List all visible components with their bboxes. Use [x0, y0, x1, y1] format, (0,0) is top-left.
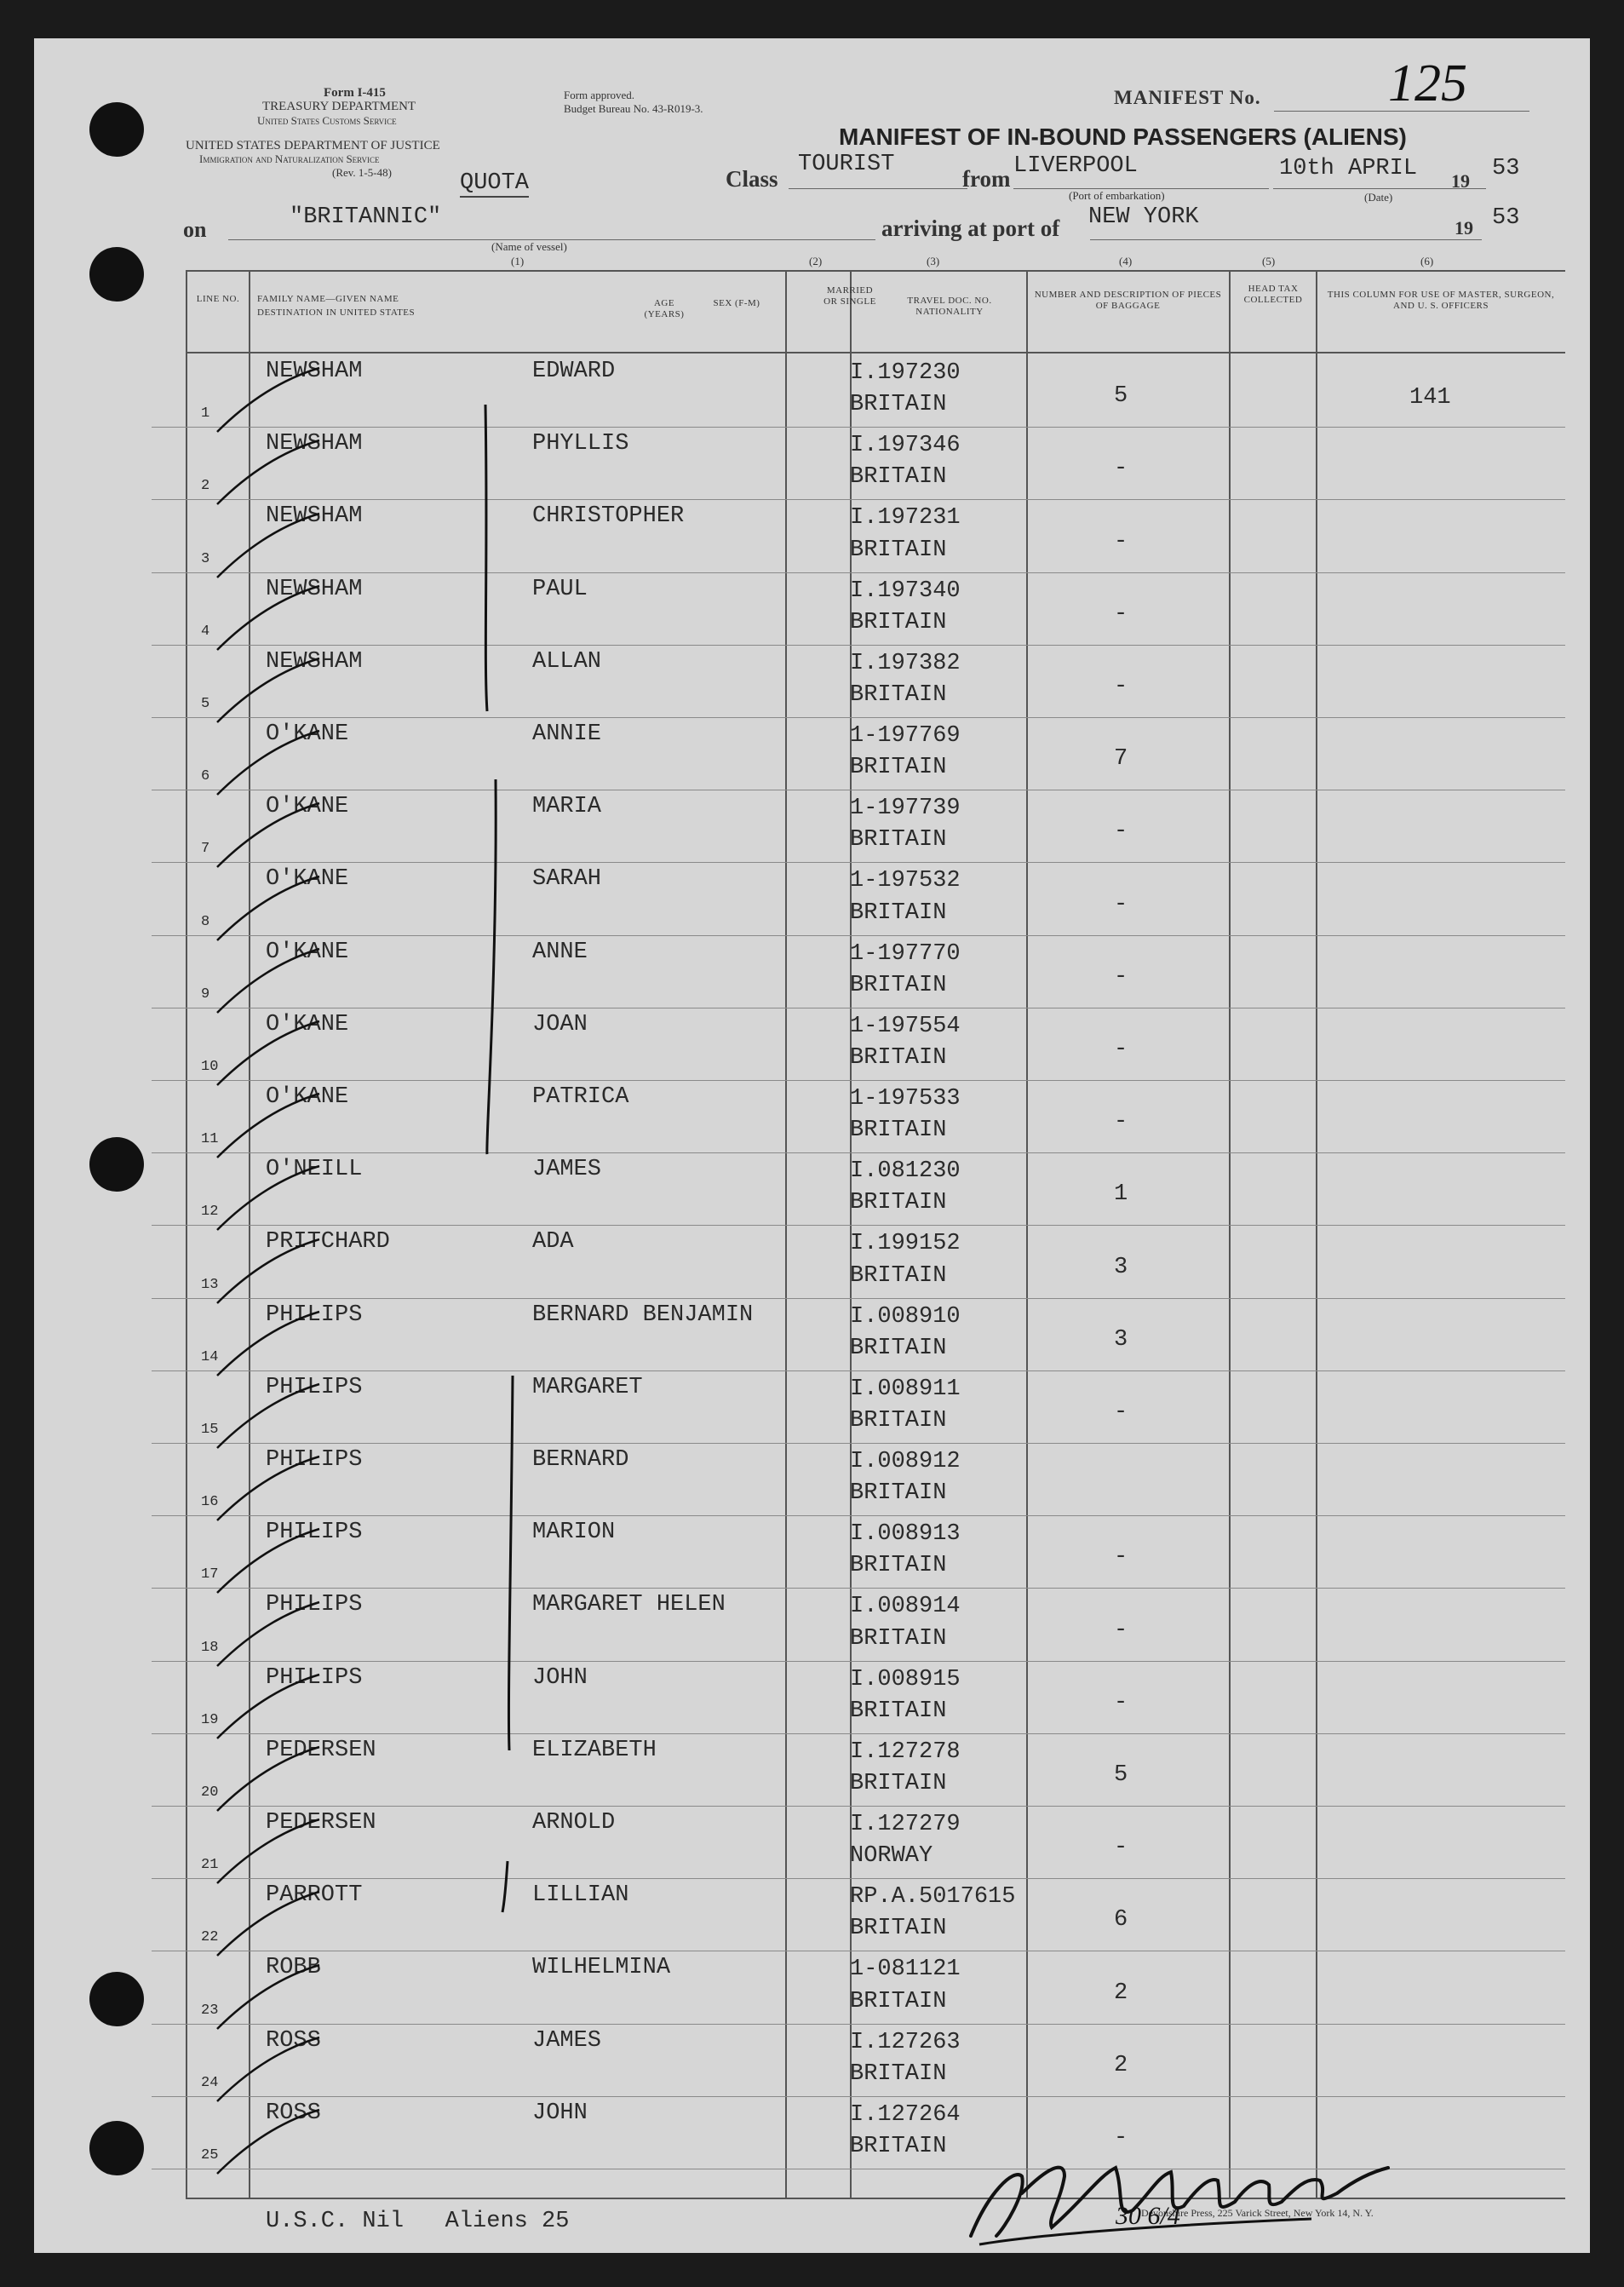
- officer-signature: [954, 2142, 1414, 2253]
- given-name: PHYLLIS: [532, 431, 629, 457]
- given-name: ADA: [532, 1229, 574, 1256]
- nationality: BRITAIN: [850, 1625, 947, 1652]
- arrival-year: 53: [1492, 205, 1520, 231]
- passenger-row: [34, 1008, 1590, 1081]
- family-name: PARROTT: [266, 1882, 363, 1909]
- baggage-count: -: [1114, 1617, 1128, 1643]
- nationality: BRITAIN: [850, 1335, 947, 1361]
- baggage-count: -: [1114, 1835, 1128, 1861]
- travel-doc-number: I.127264: [850, 2101, 961, 2128]
- baggage-count: -: [1114, 819, 1128, 845]
- passenger-row: [34, 428, 1590, 500]
- given-name: JOHN: [532, 2100, 588, 2126]
- nationality: BRITAIN: [850, 464, 947, 491]
- passenger-row: [34, 1444, 1590, 1516]
- date-century: 19: [1451, 170, 1470, 192]
- travel-doc-number: I.197382: [850, 650, 961, 676]
- baggage-count: -: [1114, 1544, 1128, 1571]
- line-number: 18: [201, 1639, 219, 1656]
- family-name: NEWSHAM: [266, 503, 363, 530]
- arrival-date: 10th APRIL: [1279, 156, 1418, 181]
- baggage-count: 2: [1114, 2052, 1128, 2078]
- col-header-name: FAMILY NAME—GIVEN NAME: [257, 294, 399, 304]
- given-name: MARGARET: [532, 1374, 643, 1400]
- class-value: TOURIST: [798, 152, 895, 177]
- baggage-count: 1: [1114, 1181, 1128, 1208]
- passenger-row: [34, 1081, 1590, 1153]
- family-name: ROSS: [266, 2100, 321, 2126]
- customs-service: United States Customs Service: [257, 114, 397, 127]
- baggage-count: 5: [1114, 383, 1128, 410]
- travel-doc-number: I.081230: [850, 1158, 961, 1185]
- baggage-count: -: [1114, 600, 1128, 627]
- family-name: PHILIPS: [266, 1447, 363, 1473]
- baggage-count: -: [1114, 963, 1128, 990]
- line-number: 14: [201, 1348, 219, 1365]
- vessel-caption: (Name of vessel): [491, 240, 567, 253]
- line-number: 19: [201, 1711, 219, 1728]
- given-name: BERNARD: [532, 1447, 629, 1473]
- footer-summary: U.S.C. Nil Aliens 25: [266, 2209, 570, 2234]
- line-number: 6: [201, 768, 210, 785]
- baggage-count: -: [1114, 1689, 1128, 1715]
- family-name: PEDERSEN: [266, 1810, 376, 1836]
- family-name: ROBB: [266, 1955, 321, 1981]
- treasury-dept: TREASURY DEPARTMENT: [262, 100, 416, 113]
- date-year: 53: [1492, 156, 1520, 181]
- baggage-count: -: [1114, 673, 1128, 699]
- travel-doc-number: 1-197739: [850, 796, 961, 822]
- given-name: JAMES: [532, 1157, 602, 1183]
- passenger-row: [34, 1662, 1590, 1734]
- baggage-count: 5: [1114, 1761, 1128, 1788]
- col-num-6: (6): [1420, 255, 1434, 267]
- family-name: O'NEILL: [266, 1157, 363, 1183]
- baggage-count: 3: [1114, 1326, 1128, 1353]
- baggage-count: -: [1114, 528, 1128, 555]
- travel-doc-number: I.127263: [850, 2029, 961, 2055]
- ins-service: Immigration and Naturalization Service: [199, 152, 380, 165]
- line-number: 8: [201, 913, 210, 930]
- line-number: 25: [201, 2146, 219, 2163]
- given-name: ELIZABETH: [532, 1737, 657, 1763]
- travel-doc-number: I.127278: [850, 1738, 961, 1765]
- family-name: NEWSHAM: [266, 576, 363, 602]
- baggage-count: -: [1114, 1036, 1128, 1062]
- col-header-line-no: LINE NO.: [196, 294, 240, 304]
- given-name: JAMES: [532, 2027, 602, 2054]
- family-name: NEWSHAM: [266, 431, 363, 457]
- col-header-officers: THIS COLUMN FOR USE OF MASTER, SURGEON, AND U. S. OFFICERS: [1327, 290, 1555, 311]
- nationality: BRITAIN: [850, 1044, 947, 1071]
- given-name: ANNIE: [532, 721, 602, 747]
- family-name: O'KANE: [266, 721, 349, 747]
- travel-doc-number: I.008913: [850, 1521, 961, 1548]
- passenger-row: [34, 1153, 1590, 1226]
- nationality: BRITAIN: [850, 899, 947, 926]
- family-name: O'KANE: [266, 939, 349, 965]
- passenger-row: [34, 1807, 1590, 1879]
- passenger-row: [34, 646, 1590, 718]
- manifest-page: [34, 38, 1590, 2253]
- travel-doc-number: 1-081121: [850, 1957, 961, 1983]
- table-header-bottom-border: [186, 352, 1565, 353]
- travel-doc-number: I.008915: [850, 1666, 961, 1692]
- nationality: BRITAIN: [850, 972, 947, 998]
- revision: (Rev. 1-5-48): [332, 166, 392, 179]
- passenger-row: [34, 718, 1590, 790]
- nationality: BRITAIN: [850, 1190, 947, 1216]
- col-num-1: (1): [511, 255, 525, 267]
- baggage-count: 2: [1114, 1980, 1128, 2006]
- manifest-no-handwritten: 125: [1388, 55, 1467, 112]
- line-number: 13: [201, 1276, 219, 1293]
- signature-date: 30 6/4: [1116, 2202, 1180, 2230]
- family-name: O'KANE: [266, 1084, 349, 1110]
- passenger-row: [34, 1226, 1590, 1298]
- class-label: Class: [726, 166, 778, 192]
- passenger-row: [34, 936, 1590, 1008]
- passenger-row: [34, 1879, 1590, 1951]
- nationality: BRITAIN: [850, 827, 947, 853]
- passenger-row: [34, 500, 1590, 572]
- line-number: 5: [201, 695, 210, 712]
- given-name: EDWARD: [532, 359, 616, 384]
- given-name: MARIA: [532, 794, 602, 820]
- col-header-baggage: NUMBER AND DESCRIPTION OF PIECES OF BAGGAGE: [1034, 290, 1222, 311]
- form-approved: Form approved.: [564, 89, 635, 101]
- given-name: JOHN: [532, 1664, 588, 1691]
- travel-doc-number: 1-197532: [850, 868, 961, 894]
- family-name: PHILIPS: [266, 1302, 363, 1328]
- nationality: BRITAIN: [850, 1770, 947, 1796]
- family-name: PRITCHARD: [266, 1229, 390, 1256]
- binder-hole-upper: [89, 247, 144, 302]
- family-name: ROSS: [266, 2027, 321, 2054]
- family-name: NEWSHAM: [266, 648, 363, 675]
- col-num-2: (2): [809, 255, 823, 267]
- given-name: JOAN: [532, 1011, 588, 1037]
- line-number: 21: [201, 1857, 219, 1874]
- table-top-border: [186, 270, 1565, 272]
- arriving-label: arriving at port of: [881, 215, 1060, 241]
- nationality: BRITAIN: [850, 2133, 947, 2159]
- check-mark: [209, 2106, 328, 2182]
- nationality: BRITAIN: [850, 1916, 947, 1942]
- baggage-count: 3: [1114, 1254, 1128, 1280]
- given-name: WILHELMINA: [532, 1955, 671, 1981]
- nationality: BRITAIN: [850, 681, 947, 708]
- passenger-row: [34, 1734, 1590, 1807]
- baggage-count: -: [1114, 1109, 1128, 1135]
- travel-doc-number: I.008912: [850, 1449, 961, 1474]
- passenger-row: [34, 1371, 1590, 1444]
- col-header-sex: SEX (F-M): [713, 298, 760, 308]
- baggage-count: -: [1114, 456, 1128, 482]
- given-name: MARION: [532, 1520, 616, 1546]
- officer-note: 141: [1409, 385, 1451, 411]
- nationality: BRITAIN: [850, 755, 947, 781]
- nationality: BRITAIN: [850, 1407, 947, 1434]
- arrival-century: 19: [1455, 217, 1473, 238]
- passenger-row: [34, 790, 1590, 863]
- line-number: 16: [201, 1494, 219, 1511]
- travel-doc-number: 1-197770: [850, 940, 961, 967]
- col-header-destination: DESTINATION IN UNITED STATES: [257, 307, 416, 318]
- family-name: NEWSHAM: [266, 359, 363, 384]
- col-header-married: MARRIED OR SINGLE: [823, 285, 876, 307]
- from-label: from: [962, 166, 1011, 192]
- given-name: ARNOLD: [532, 1810, 616, 1836]
- port-of-embarkation: LIVERPOOL: [1013, 153, 1138, 179]
- nationality: BRITAIN: [850, 537, 947, 563]
- baggage-count: -: [1114, 2124, 1128, 2151]
- given-name: BERNARD BENJAMIN: [532, 1302, 754, 1328]
- passenger-row: [34, 863, 1590, 935]
- travel-doc-number: I.008911: [850, 1376, 961, 1402]
- col-num-5: (5): [1262, 255, 1276, 267]
- given-name: CHRISTOPHER: [532, 503, 685, 530]
- given-name: SARAH: [532, 866, 602, 893]
- port-of-embarkation-caption: (Port of embarkation): [1069, 189, 1165, 202]
- given-name: LILLIAN: [532, 1882, 629, 1909]
- col-num-4: (4): [1119, 255, 1133, 267]
- family-name: O'KANE: [266, 1011, 349, 1037]
- col-header-age: AGE (YEARS): [644, 298, 685, 319]
- passenger-row: [34, 1589, 1590, 1661]
- col-header-head-tax: HEAD TAX COLLECTED: [1243, 284, 1303, 305]
- passenger-row: [34, 1951, 1590, 2024]
- given-name: PATRICA: [532, 1084, 629, 1110]
- quota-label: QUOTA: [460, 170, 530, 196]
- line-number: 20: [201, 1784, 219, 1801]
- arrival-port: NEW YORK: [1088, 204, 1199, 230]
- nationality: NORWAY: [850, 1843, 933, 1870]
- line-number: 10: [201, 1058, 219, 1075]
- passenger-row: [34, 2025, 1590, 2097]
- col-num-3: (3): [927, 255, 940, 267]
- given-name: PAUL: [532, 576, 588, 602]
- family-name: PHILIPS: [266, 1664, 363, 1691]
- given-name: ALLAN: [532, 648, 602, 675]
- family-name: PHILIPS: [266, 1520, 363, 1546]
- handwritten-brackets: [460, 379, 519, 1929]
- travel-doc-number: 1-197769: [850, 723, 961, 749]
- travel-doc-number: I.197230: [850, 360, 961, 386]
- line-number: 1: [201, 405, 210, 422]
- nationality: BRITAIN: [850, 2060, 947, 2087]
- passenger-row: [34, 573, 1590, 646]
- baggage-count: -: [1114, 1399, 1128, 1425]
- line-number: 12: [201, 1204, 219, 1221]
- budget-bureau: Budget Bureau No. 43-R019-3.: [564, 102, 703, 115]
- family-name: PHILIPS: [266, 1374, 363, 1400]
- travel-doc-number: 1-197554: [850, 1013, 961, 1039]
- manifest-no-label: MANIFEST No.: [1114, 87, 1261, 108]
- date-caption: (Date): [1364, 191, 1393, 204]
- col-header-travel-doc: TRAVEL DOC. NO. NATIONALITY: [907, 296, 992, 317]
- binder-hole-top: [89, 102, 144, 157]
- vessel-name: "BRITANNIC": [290, 204, 442, 230]
- passenger-row: [34, 355, 1590, 428]
- travel-doc-number: I.199152: [850, 1231, 961, 1257]
- form-number: Form I-415: [324, 86, 386, 100]
- on-label: on: [183, 217, 207, 242]
- baggage-count: 7: [1114, 746, 1128, 773]
- line-number: 24: [201, 2074, 219, 2091]
- nationality: BRITAIN: [850, 1988, 947, 2014]
- passenger-row: [34, 1299, 1590, 1371]
- line-number: 7: [201, 841, 210, 858]
- department-of-justice: UNITED STATES DEPARTMENT OF JUSTICE: [186, 139, 440, 152]
- line-number: 4: [201, 623, 210, 640]
- travel-doc-number: I.197346: [850, 433, 961, 459]
- nationality: BRITAIN: [850, 1262, 947, 1289]
- line-number: 9: [201, 985, 210, 1003]
- family-name: PHILIPS: [266, 1592, 363, 1618]
- travel-doc-number: I.197340: [850, 577, 961, 604]
- line-number: 3: [201, 550, 210, 567]
- line-number: 2: [201, 478, 210, 495]
- line-number: 22: [201, 1929, 219, 1946]
- given-name: MARGARET HELEN: [532, 1592, 726, 1618]
- line-number: 17: [201, 1566, 219, 1583]
- nationality: BRITAIN: [850, 1480, 947, 1507]
- baggage-count: 6: [1114, 1907, 1128, 1934]
- travel-doc-number: I.197231: [850, 505, 961, 532]
- nationality: BRITAIN: [850, 609, 947, 635]
- nationality: BRITAIN: [850, 1118, 947, 1144]
- given-name: ANNE: [532, 939, 588, 965]
- line-number: 11: [201, 1131, 219, 1148]
- manifest-title: MANIFEST OF IN-BOUND PASSENGERS (ALIENS): [839, 124, 1407, 150]
- line-number: 15: [201, 1421, 219, 1438]
- baggage-count: -: [1114, 891, 1128, 917]
- passenger-row: [34, 1516, 1590, 1589]
- family-name: O'KANE: [266, 866, 349, 893]
- nationality: BRITAIN: [850, 1698, 947, 1724]
- travel-doc-number: I.127279: [850, 1812, 961, 1837]
- family-name: O'KANE: [266, 794, 349, 820]
- line-number: 23: [201, 2002, 219, 2019]
- nationality: BRITAIN: [850, 392, 947, 418]
- travel-doc-number: I.008914: [850, 1594, 961, 1620]
- nationality: BRITAIN: [850, 1553, 947, 1579]
- travel-doc-number: 1-197533: [850, 1086, 961, 1112]
- family-name: PEDERSEN: [266, 1737, 376, 1763]
- travel-doc-number: RP.A.5017615: [850, 1884, 1016, 1911]
- travel-doc-number: I.008910: [850, 1303, 961, 1330]
- printer-imprint: Devonshire Press, 225 Varick Street, New York 14, N. Y.: [1141, 2207, 1374, 2219]
